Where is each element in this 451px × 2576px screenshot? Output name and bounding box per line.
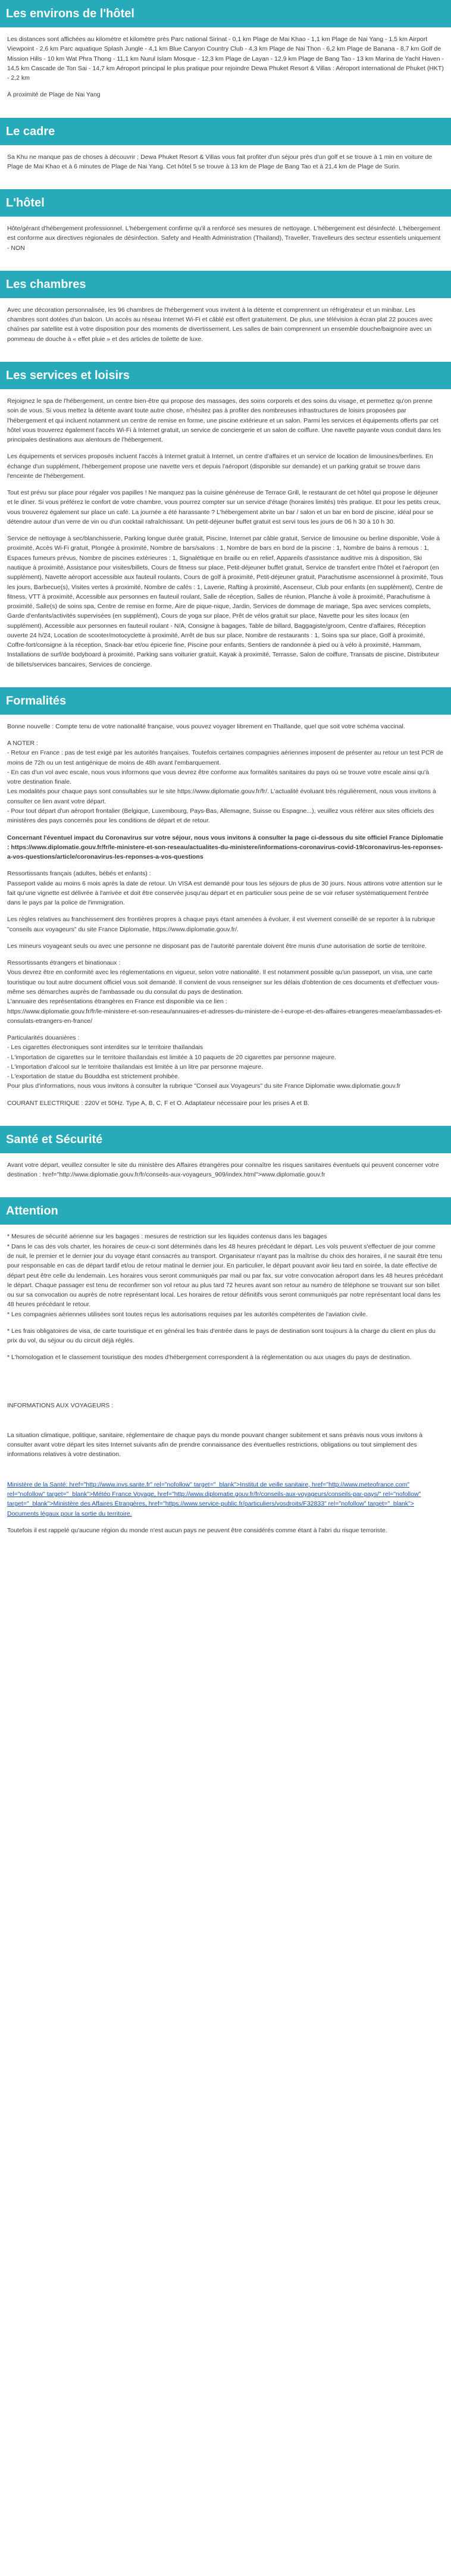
paragraph: Les règles relatives au franchissement des frontières propres à chaque pays étant amenées à évoluer, il est vivement conseillé de se reporter à la rubrique "conseils aux voyageurs" du site France Diplomatie, https://www.diplomatie.gouv.fr/. bbox=[7, 916, 436, 933]
section-title: Santé et Sécurité bbox=[0, 1126, 451, 1153]
section-title: Formalités bbox=[0, 687, 451, 715]
informations-heading: INFORMATIONS AUX VOYAGEURS : bbox=[7, 1401, 114, 1409]
section-formalites bbox=[0, 687, 451, 1126]
section-body bbox=[0, 145, 451, 190]
section-sante-securite bbox=[0, 1126, 451, 1198]
paragraph: Rejoignez le spa de l'hébergement, un centre bien-être qui propose des massages, des soins corporels et des soins du visage, et permettez qu'on prenne soin de vous. Si vous mettez la détente avant toute autre chose, n'hésitez pas à profiter des nombreuses infrastructures de loisirs proposées par l'hébergement et qui incluent notamment un centre de remise en forme, une piscine extérieure et un salon. Parmi les services et équipements offerts par cet hôtel vous trouverez également l'accès Wi-Fi à Internet gratuit, un service de conciergerie et un salon de coiffure. Une navette payante vous conduit dans les principales destinations aux alentours de l'hébergement. bbox=[7, 397, 441, 444]
paragraph: COURANT ELECTRIQUE : 220V et 50Hz. Type A, B, C, F et O. Adaptateur nécessaire pour les prises A et B. bbox=[7, 1099, 309, 1107]
paragraph: Ressortissants étrangers et binationaux : Vous devrez être en conformité avec les réglementations en vigueur, selon votre nationalité. Il est notamment possible qu'un passeport, un visa, une carte touristique ou tout autre document officiel vous soit demandé. Il convient de vous renseigner sur les délais d'obtention de ces documents et d'effectuer vous-même ses démarches auprès de l'ambassade ou du consulat du pays de destination. L'annuaire des représentations étrangères en France est disponible via ce lien : https://www.diplomatie.gouv.fr/fr/le-ministere-et-son-reseau/annuaires-et-adresses-du-ministere-de-l-europe-et-des-affaires-etrangeres-meae/ambassades-et-consulats-etrangers-en-france/ bbox=[7, 959, 443, 1025]
coronavirus-notice: Concernant l'éventuel impact du Coronavirus sur votre séjour, nous vous invitons à consulter la page ci-dessous du site officiel France Diplomatie : https://www.diplomatie.gouv.fr/fr/le-ministere-et-son-reseau/actualites-du-ministere/informations-coronavirus-covid-19/coronavirus-les-reponses-a-vos-questions/article/coronavirus-les-reponses-a-vos-questions bbox=[7, 834, 444, 861]
section-body bbox=[0, 298, 451, 362]
section-title: L'hôtel bbox=[0, 189, 451, 217]
paragraph: Toutefois il est rappelé qu'aucune région du monde n'est aucun pays ne peuvent être considérés comme étant à l'abri du risque terroriste. bbox=[7, 1526, 387, 1534]
paragraph: Les distances sont affichées au kilomètre et kilomètre près Parc national Sirinat - 0,1 km Plage de Mai Khao - 1,1 km Plage de Nai Yang - 1,5 km Airport Viewpoint - 2,6 km Parc aquatique Splash Jungle - 4,1 km Blue Canyon Country Club - 4,3 km Plage de Nai Thon - 6,2 km Plage de Banana - 8,7 km Golf de Mission Hills - 10 km Wat Phra Thong - 11,1 km Nurul Islam Mosque - 12,3 km Plage de Layan - 12,9 km Plage de Bang Tao - 13 km Marina de Yacht Haven - 14,5 km Cascade de Ton Sai - 14,7 km Aéroport principal le plus pratique pour rejoindre Dewa Phuket Resort & Villas : Aéroport international de Phuket (HKT) - 2,2 km bbox=[7, 36, 444, 82]
section-body bbox=[0, 1225, 451, 1380]
section-body bbox=[0, 1153, 451, 1198]
section-informations-voyageurs bbox=[0, 1381, 451, 1550]
section-title: Les services et loisirs bbox=[0, 362, 451, 389]
section-body bbox=[0, 389, 451, 687]
section-body bbox=[0, 1381, 451, 1550]
section-hotel bbox=[0, 189, 451, 271]
paragraph: A NOTER : - Retour en France : pas de test exigé par les autorités françaises. Toutefois certaines compagnies aériennes imposent de présenter au retour un test PCR de moins de 72h ou un test antigénique de moins de 48h avant l'embarquement. - En cas d'un vol avec escale, nous vous informons que vous devrez être conforme aux formalités sanitaires du pays où se trouve votre escale ainsi qu'à votre destination finale. Les modalités pour chaque pays sont consultables sur le site https://www.diplomatie.gouv.fr/fr/. L'actualité évoluant très régulièrement, nous vous invitons à consulter ce lien avant votre départ. - Pour tout départ d'un aéroport frontalier (Belgique, Luxembourg, Pays-Bas, Allemagne, Suisse ou Espagne...), veuillez vous référer aux sites officiels des ministères des pays concernés pour les conditions de départ et de retour. bbox=[7, 740, 443, 825]
paragraph: Avant votre départ, veuillez consulter le site du ministère des Affaires étrangères pour connaître les risques sanitaires éventuels qui peuvent concerner votre destination : href="http://www.diplomatie.gouv.fr/fr/conseils-aux-voyageurs_909/index.html">www.diplomatie.gouv.fr bbox=[7, 1161, 439, 1179]
section-title: Les environs de l'hôtel bbox=[0, 0, 451, 27]
paragraph: Particularités douanières : - Les cigarettes électroniques sont interdites sur le territoire thaïlandais - L'importation de cigarettes sur le territoire thaïlandais est limitée à 10 paquets de 20 cigarettes par personne majeure. - L'importation d'alcool sur le territoire thaïlandais est limitée à un litre par personne majeure. - L'exportation de statue du Bouddha est strictement prohibée. Pour plus d'informations, nous vous invitons à consulter la rubrique "Conseil aux Voyageurs" du site France Diplomatie www.diplomatie.gouv.fr bbox=[7, 1034, 401, 1090]
paragraph: Les mineurs voyageant seuls ou avec une personne ne disposant pas de l'autorité parentale doivent être munis d'une autorisation de sortie de territoire. bbox=[7, 942, 427, 950]
paragraph: * Mesures de sécurité aérienne sur les bagages : mesures de restriction sur les liquides contenus dans les bagages * Dans le cas des vols charter, les horaires de ceux-ci sont déterminés dans les 48 heures précédant le départ. Les vols peuvent s'effectuer de jour comme de nuit, le premier et le dernier jour du voyage étant consacrés au transport. Organisateur n'ayant pas la maîtrise du choix des horaires, il ne saurait être tenu pour responsable en cas de départ tardif et/ou de retour matinal le dernier jour. En particulier, le départ pouvant avoir lieu tard en soirée, la date effective de départ peut être celle du lendemain. Les horaires vous seront communiqués par mail ou par fax, sur votre convocation aéroport dans les 48 heures précédant le départ. Chaque passager est tenu de reconfirmer son vol retour au plus tard 72 heures avant son retour au numéro de téléphone se trouvant sur son billet ou sur sa convocation ou auprès de notre représentant local. Les horaires de retour définitifs vous seront communiqués par notre représentant local dans les 48 heures précédant le retour. * Les compagnies aériennes utilisées sont toutes reçus les autorisations requises par les autorités compétentes de l'aviation civile. bbox=[7, 1233, 443, 1318]
section-title: Attention bbox=[0, 1197, 451, 1225]
paragraph: * Les frais obligatoires de visa, de carte touristique et en général les frais d'entrée dans le pays de destination sont toujours à la charge du client en plus du prix du vol, du séjour ou du circuit déjà réglés. bbox=[7, 1327, 436, 1345]
links-paragraph[interactable]: Ministère de la Santé: href="http://www.invs.sante.fr" rel="nofollow" target="_blank">Institut de veille sanitaire, href="http://www.meteofrance.com" rel="nofollow" target="_blank">Météo France Voyage, href="http://www.diplomatie.gouv.fr/fr/conseils-aux-voyageurs/conseils-par-pays/" rel="nofollow" target="_blank">Ministère des Affaires Étrangères, href="https://www.service-public.fr/particuliers/vosdroits/F32833" rel="nofollow" target="_blank"> Documents légaux pour la sortie du territoire. bbox=[7, 1481, 421, 1517]
section-title: Le cadre bbox=[0, 118, 451, 145]
paragraph: Les équipements et services proposés incluent l'accès à Internet gratuit à Internet, un centre d'affaires et un service de location de limousines/berlines. En échange d'un supplément, l'hébergement propose une navette vers et depuis l'aéroport (disponible sur demande) et un parking gratuit se trouve dans l'enceinte de l'hébergement. bbox=[7, 453, 433, 480]
section-services bbox=[0, 362, 451, 687]
paragraph: À proximité de Plage de Nai Yang bbox=[7, 91, 101, 99]
paragraph: Service de nettoyage à sec/blanchisserie, Parking longue durée gratuit, Piscine, Internet par câble gratuit, Service de limousine ou berline disponible, Voile à proximité, Accès Wi-Fi gratuit, Plongée à proximité, Nombre de bars/salons : 1, Nombre de bars en bord de la piscine : 1, Nombre de bains à remous : 1, Espaces fumeurs prévus, Nombre de piscines extérieures : 1, Signalétique en braille ou en relief, Appareils d'assistance auditive mis à disposition, Ski nautique à proximité, Assistance pour visites/billets, Cours de fitness sur place, Petit-déjeuner buffet gratuit, Service de transfert entre l'hôtel et l'aéroport (en supplément), Navette aéroport accessible aux fauteuil roulants, Cours de golf à proximité, Petit-déjeuner gratuit, Parachutisme ascensionnel à proximité, Tous les jours, Barbecue(s), Visites vertes à proximité, Nombre de cafés : 1, Laverie, Rafting à proximité, Ascenseur, Club pour enfants (en supplément), Centre de fitness, VTT à proximité, Accessible aux personnes en fauteuil roulant, Salle de réception, Salles de réunion, Planche à voile à proximité, Parachutisme à proximité, Salle(s) de soins spa, Centre de remise en forme, Aire de pique-nique, Jardin, Services de dommage de mariage, Spa avec services complets, Garde d'enfants/activités supervisées (en supplément), Cours de yoga sur place, Prêt de vélos gratuit sur place, Navette pour les sites locaux (en supplément), Accessible aux personnes en fauteuil roulant - N/A, Consigne à bagages, Table de billard, Baggagiste/groom, Centre d'affaires, Réception ouverte 24 h/24, Location de scooter/motocyclette à proximité, Arrêt de bus sur place, Nombre de restaurants : 1, Soins spa sur place, Golf à proximité, Coffre-fort/consigne à la réception, Snack-bar et/ou épicerie fine, Piscine pour enfants, Sentiers de randonnée à pied ou à vélo à proximité, Hammam, Installations de surf/de bodyboard à proximité, Parking sans voiturier gratuit, Kayak à proximité, Terrasse, Salon de coiffure, Transats de piscine, Distributeur de billets/services bancaires, Services de concierge. bbox=[7, 535, 443, 668]
section-attention bbox=[0, 1197, 451, 1380]
section-body bbox=[0, 27, 451, 118]
paragraph: Ressortissants français (adultes, bébés et enfants) : Passeport valide au moins 6 mois après la date de retour. Un VISA est demandé pour tous les séjours de plus de 30 jours. Nous attirons votre attention sur le fait qu'une vignette est délivrée à l'arrivée et doit être conservée jusqu'au départ et en particulier sous peine de se voir refuser systématiquement l'entrée dans le pays par la police de l'immigration. bbox=[7, 870, 443, 907]
section-cadre bbox=[0, 118, 451, 190]
paragraph: Sa Khu ne manque pas de choses à découvrir ; Dewa Phuket Resort & Villas vous fait profiter d'un séjour près d'un golf et se trouve à 1 min en voiture de Plage de Mai Khao et à 6 minutes de Plage de Nai Yang. Cet hôtel 5 se trouve à 13 km de Plage de Bang Tao et à 21,4 km de Plage de Surin. bbox=[7, 153, 433, 170]
section-body bbox=[0, 715, 451, 1126]
paragraph: Tout est prévu sur place pour régaler vos papilles ! Ne manquez pas la cuisine généreuse de Terrace Grill, le restaurant de cet hôtel qui propose le déjeuner et le dîner. Si vous préférez le confort de votre chambre, vous pourrez compter sur un service d'étage (horaires limités) très pratique. Et pour les petits creux, vous trouverez également sur place un café. La journée a été harassante ? L'hébergement abrite un bar / salon et un bar en bord de piscine, idéal pour se détendre autour d'un verre de vin ou d'un cocktail rafraîchissant. Un petit-déjeuner buffet gratuit est servi tous les jours de 06 h 30 à 10 h 30. bbox=[7, 489, 441, 525]
paragraph: Bonne nouvelle : Compte tenu de votre nationalité française, vous pouvez voyager librement en Thaïlande, quel que soit votre schéma vaccinal. bbox=[7, 722, 405, 730]
section-environs bbox=[0, 0, 451, 118]
paragraph: Avec une décoration personnalisée, les 96 chambres de l'hébergement vous invitent à la détente et comprennent un réfrigérateur et un minibar. Les chambres sont dotées d'un balcon. Un accès au réseau Internet Wi-Fi et câblé est offert gratuitement. De plus, une télévision à écran plat 22 pouces avec chaînes par satellite est à votre disposition pour des moments de divertissement. Les salles de bain comprennent un ensemble douche/baignoire avec un pommeau de douche à « effet pluie » et des articles de toilette de luxe. bbox=[7, 306, 433, 343]
paragraph: La situation climatique, politique, sanitaire, réglementaire de chaque pays du monde pouvant changer subitement et sans préavis nous vous invitons à consulter avant votre départ les sites Internet suivants afin de prendre connaissance des éventuelles restrictions, obligations ou tout simplement des informations relatives à votre destination. bbox=[7, 1431, 423, 1458]
section-body bbox=[0, 217, 451, 271]
section-title: Les chambres bbox=[0, 271, 451, 298]
paragraph: * L'homologation et le classement touristique des modes d'hébergement correspondent à la réglementation ou aux usages du pays de destination. bbox=[7, 1354, 412, 1361]
section-chambres bbox=[0, 271, 451, 362]
paragraph: Hôte/gérant d'hébergement professionnel. L'hébergement confirme qu'il a renforcé ses mesures de nettoyage. L'hébergement est désinfecté. L'hébergement est conforme aux directives régionales de désinfection. Safety and Health Administration (Thailand), Traveller, Travelleurs des secteur essentiels uniquement - NON bbox=[7, 225, 441, 252]
